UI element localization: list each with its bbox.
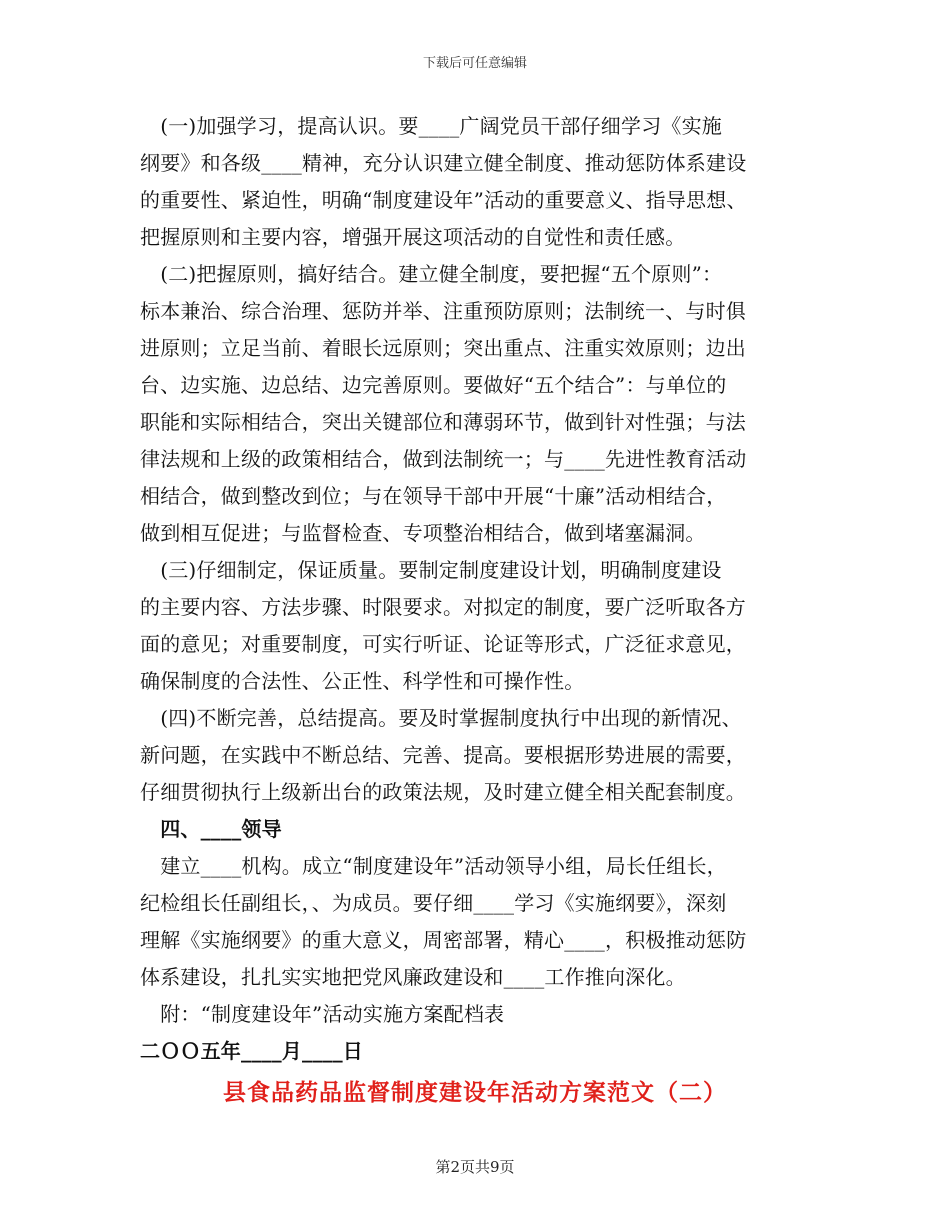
text-line: 把握原则和主要内容，增强开展这项活动的自觉性和责任感。 — [140, 225, 686, 249]
paragraph-1 — [140, 108, 820, 256]
paragraph-3 — [140, 552, 820, 700]
text-line: (四)不断完善，总结提高。要及时掌握制度执行中出现的新情况、 — [140, 706, 742, 730]
text-line: 纲要》和各级____精神，充分认识建立健全制度、推动惩防体系建设 — [140, 151, 747, 175]
text-line: 的主要内容、方法步骤、时限要求。对拟定的制度，要广泛听取各方 — [140, 595, 746, 619]
text-line: (一)加强学习，提高认识。要____广阔党员干部仔细学习《实施 — [140, 114, 723, 138]
paragraph-2 — [140, 256, 820, 552]
text-line: 仔细贯彻执行上级新出台的政策法规，及时建立健全相关配套制度。 — [140, 780, 746, 804]
text-line: 职能和实际相结合，突出关键部位和薄弱环节，做到针对性强；与法 — [140, 410, 746, 434]
text-line: 进原则；立足当前、着眼长远原则；突出重点、注重实效原则；边出 — [140, 336, 746, 360]
attachment-note: 附：“制度建设年”活动实施方案配档表 — [140, 1002, 505, 1026]
document-body — [140, 108, 820, 1070]
page-header: 下载后可任意编辑 — [422, 56, 527, 71]
text-line: 确保制度的合法性、公正性、科学性和可操作性。 — [140, 669, 585, 693]
text-line: (二)把握原则，搞好结合。建立健全制度，要把握“五个原则”： — [140, 262, 723, 286]
text-line: 相结合，做到整改到位；与在领导干部中开展“十廉”活动相结合， — [140, 484, 727, 508]
text-line: 理解《实施纲要》的重大意义，周密部署，精心____，积极推动惩防 — [140, 928, 747, 952]
text-line: 纪检组长任副组长，、为成员。要仔细____学习《实施纲要》，深刻 — [140, 891, 727, 915]
document-title: 县食品药品监督制度建设年活动方案范文（二） — [223, 1079, 727, 1106]
document-date: 二ＯＯ五年____月____日 — [140, 1039, 363, 1063]
section-heading: 四、____领导 — [140, 817, 282, 841]
paragraph-5 — [140, 848, 820, 996]
text-line: 建立____机构。成立“制度建设年”活动领导小组，局长任组长， — [140, 854, 727, 878]
text-line: 标本兼治、综合治理、惩防并举、注重预防原则；法制统一、与时俱 — [140, 299, 746, 323]
text-line: 体系建设，扎扎实实地把党风廉政建设和____工作推向深化。 — [140, 965, 686, 989]
text-line: 台、边实施、边总结、边完善原则。要做好“五个结合”：与单位的 — [140, 373, 727, 397]
paragraph-4 — [140, 700, 820, 811]
page-number: 第2页共9页 — [435, 1158, 515, 1176]
text-line: 新问题，在实践中不断总结、完善、提高。要根据形势进展的需要， — [140, 743, 746, 767]
text-line: 律法规和上级的政策相结合，做到法制统一；与____先进性教育活动 — [140, 447, 747, 471]
text-line: 做到相互促进；与监督检查、专项整治相结合，做到堵塞漏洞。 — [140, 521, 706, 545]
text-line: 的重要性、紧迫性，明确“制度建设年”活动的重要意义、指导思想、 — [140, 188, 747, 212]
text-line: (三)仔细制定，保证质量。要制定制度建设计划，明确制度建设 — [140, 558, 722, 582]
text-line: 面的意见；对重要制度，可实行听证、论证等形式，广泛征求意见， — [140, 632, 746, 656]
